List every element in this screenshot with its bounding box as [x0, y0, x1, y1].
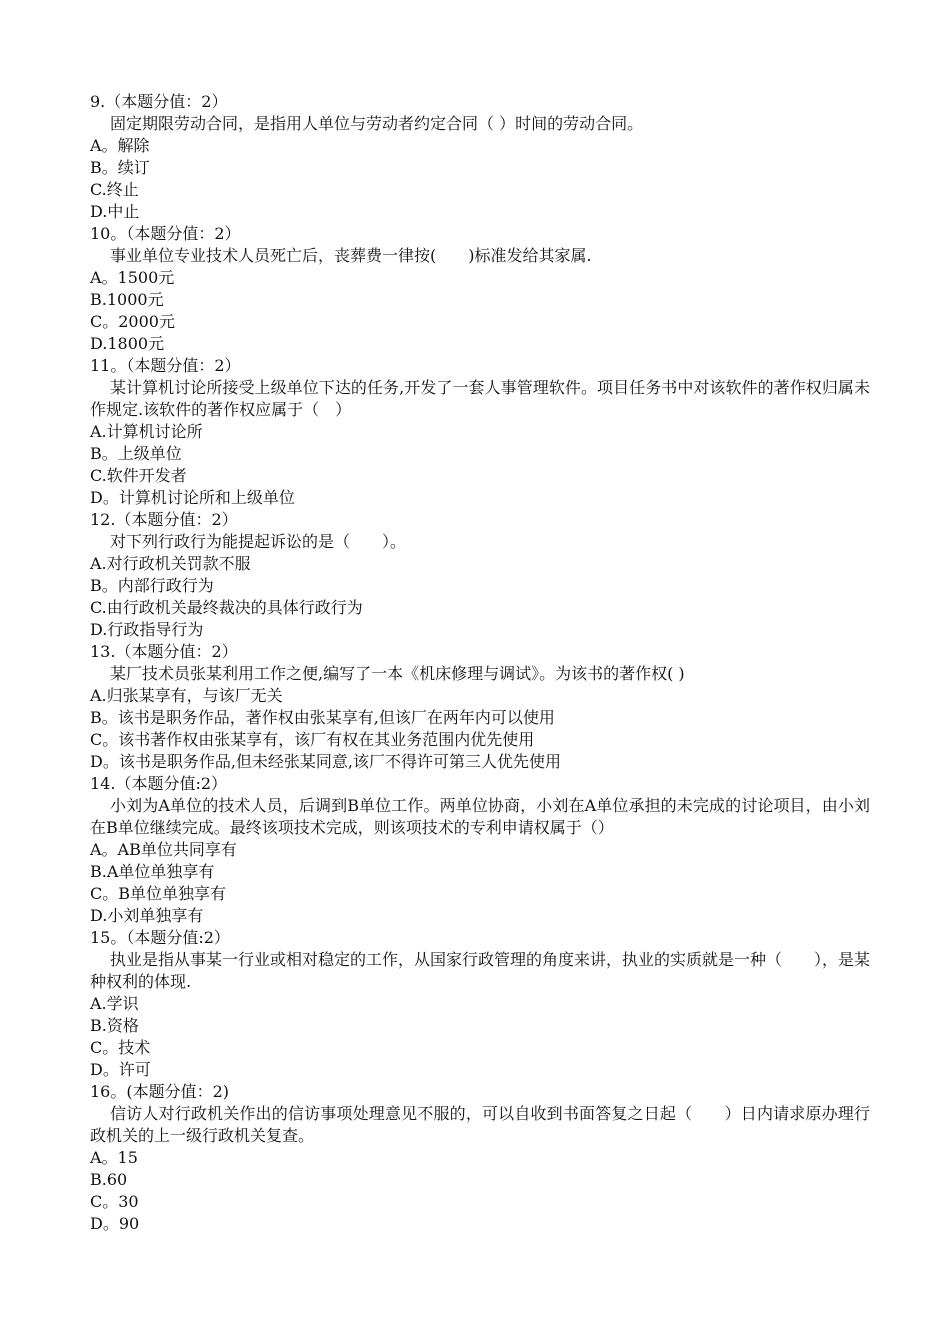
- question-stem: 某计算机讨论所接受上级单位下达的任务,开发了一套人事管理软件。项目任务书中对该软件的著作权归属未作规定.该软件的著作权应属于（ ）: [90, 378, 870, 419]
- answer-option: C.终止: [90, 180, 139, 199]
- question-stem: 小刘为A单位的技术人员，后调到B单位工作。两单位协商，小刘在A单位承担的未完成的讨论项目，由小刘在B单位继续完成。最终该项技术完成，则该项技术的专利申请权属于（）: [90, 796, 870, 837]
- question-5: [90, 641, 870, 773]
- question-6: [90, 773, 870, 927]
- answer-option: A.归张某享有，与该厂无关: [90, 686, 283, 705]
- answer-option: B.60: [90, 1170, 128, 1189]
- answer-option: D.1800元: [90, 334, 165, 353]
- answer-option: D.中止: [90, 202, 140, 221]
- answer-option: B。该书是职务作品，著作权由张某享有,但该厂在两年内可以使用: [90, 708, 555, 727]
- answer-option: A。15: [90, 1148, 138, 1167]
- option-list: [90, 1147, 870, 1235]
- exam-page: [90, 91, 870, 1235]
- question-header: 12.（本题分值：2）: [90, 510, 238, 529]
- question-1: [90, 91, 870, 223]
- question-3: [90, 355, 870, 509]
- question-stem: 某厂技术员张某利用工作之便,编写了一本《机床修理与调试》。为该书的著作权( ): [110, 664, 685, 683]
- question-header: 9.（本题分值：2）: [90, 92, 228, 111]
- question-8: [90, 1081, 870, 1235]
- answer-option: C。2000元: [90, 312, 175, 331]
- answer-option: D。计算机讨论所和上级单位: [90, 488, 295, 507]
- answer-option: B。上级单位: [90, 444, 182, 463]
- answer-option: D.行政指导行为: [90, 620, 204, 639]
- question-header: 13.（本题分值：2）: [90, 642, 238, 661]
- question-stem: 信访人对行政机关作出的信访事项处理意见不服的，可以自收到书面答复之日起（ ）日内请求原办理行政机关的上一级行政机关复查。: [90, 1104, 870, 1145]
- answer-option: B。续订: [90, 158, 150, 177]
- answer-option: C。30: [90, 1192, 139, 1211]
- option-list: [90, 553, 870, 641]
- answer-option: D。90: [90, 1214, 140, 1233]
- answer-option: C。B单位单独享有: [90, 884, 227, 903]
- question-2: [90, 223, 870, 355]
- question-4: [90, 509, 870, 641]
- question-stem: 对下列行政行为能提起诉讼的是（ ）。: [110, 532, 407, 551]
- answer-option: A.对行政机关罚款不服: [90, 554, 251, 573]
- question-stem: 固定期限劳动合同，是指用人单位与劳动者约定合同（ ）时间的劳动合同。: [110, 114, 644, 133]
- option-list: [90, 135, 870, 223]
- question-header: 11。（本题分值：2）: [90, 356, 241, 375]
- option-list: [90, 993, 870, 1081]
- answer-option: B。内部行政行为: [90, 576, 214, 595]
- answer-option: A。1500元: [90, 268, 175, 287]
- answer-option: D。该书是职务作品,但未经张某同意,该厂不得许可第三人优先使用: [90, 752, 562, 771]
- answer-option: A。AB单位共同享有: [90, 840, 237, 859]
- answer-option: B.A单位单独享有: [90, 862, 215, 881]
- answer-option: A。解除: [90, 136, 150, 155]
- question-header: 16。(本题分值：2): [90, 1082, 230, 1101]
- answer-option: A.学识: [90, 994, 139, 1013]
- answer-option: D.小刘单独享有: [90, 906, 204, 925]
- answer-option: B.1000元: [90, 290, 164, 309]
- question-stem: 执业是指从事某一行业或相对稳定的工作，从国家行政管理的角度来讲，执业的实质就是一种（ ），是某种权利的体现.: [90, 950, 871, 991]
- answer-option: B.资格: [90, 1016, 139, 1035]
- question-header: 15。（本题分值:2）: [90, 928, 230, 947]
- question-7: [90, 927, 870, 1081]
- answer-option: A.计算机讨论所: [90, 422, 203, 441]
- answer-option: C.由行政机关最终裁决的具体行政行为: [90, 598, 363, 617]
- option-list: [90, 685, 870, 773]
- option-list: [90, 421, 870, 509]
- option-list: [90, 839, 870, 927]
- question-stem: 事业单位专业技术人员死亡后，丧葬费一律按( )标准发给其家属.: [110, 246, 592, 265]
- answer-option: C。技术: [90, 1038, 151, 1057]
- answer-option: D。许可: [90, 1060, 151, 1079]
- question-header: 14.（本题分值:2）: [90, 774, 228, 793]
- answer-option: C。该书著作权由张某享有，该厂有权在其业务范围内优先使用: [90, 730, 535, 749]
- option-list: [90, 267, 870, 355]
- answer-option: C.软件开发者: [90, 466, 187, 485]
- question-header: 10。（本题分值：2）: [90, 224, 241, 243]
- question-list: [90, 91, 870, 1235]
